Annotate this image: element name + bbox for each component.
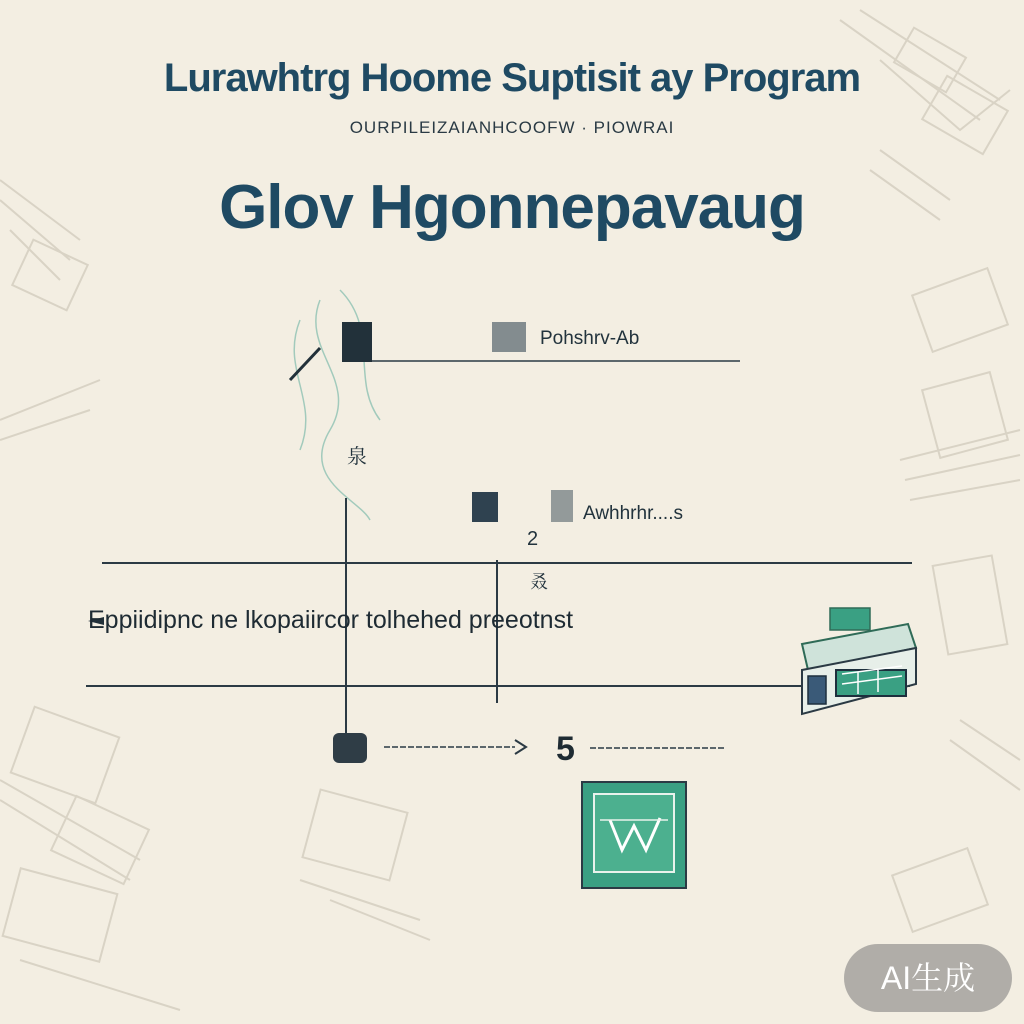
square-marker-icon xyxy=(492,322,526,352)
middle-label: Awhhrhr....s xyxy=(583,503,683,524)
square-marker-icon-2 xyxy=(472,492,498,522)
row-text: Eppiidipnc ne lkopaiircor tolhehed preeotnst xyxy=(88,606,574,634)
square-marker-icon-3 xyxy=(551,490,573,522)
arrow-icon xyxy=(515,740,526,754)
bottom-bullet-icon xyxy=(333,733,367,763)
glyph-label-1: 泉 xyxy=(347,446,367,468)
top-label: Pohshrv-Ab xyxy=(540,328,640,349)
glyph-label-3: 叒 xyxy=(530,572,548,592)
pen-stroke-icon xyxy=(290,348,320,380)
page-subtitle: OURPILEIZAIANHCOOFW · PIOWRAI xyxy=(349,118,675,137)
number-label-5: 5 xyxy=(556,730,575,768)
ai-generated-badge: AI生成 xyxy=(844,944,1012,1012)
number-label-2: 2 xyxy=(527,528,539,550)
page-title: Lurawhtrg Hoome Suptisit ay Program xyxy=(163,56,861,100)
section-heading: Glov Hgonnepavaug xyxy=(219,173,805,242)
bullet-icon xyxy=(342,322,372,362)
window-icon xyxy=(580,780,690,890)
building-icon xyxy=(798,604,918,718)
